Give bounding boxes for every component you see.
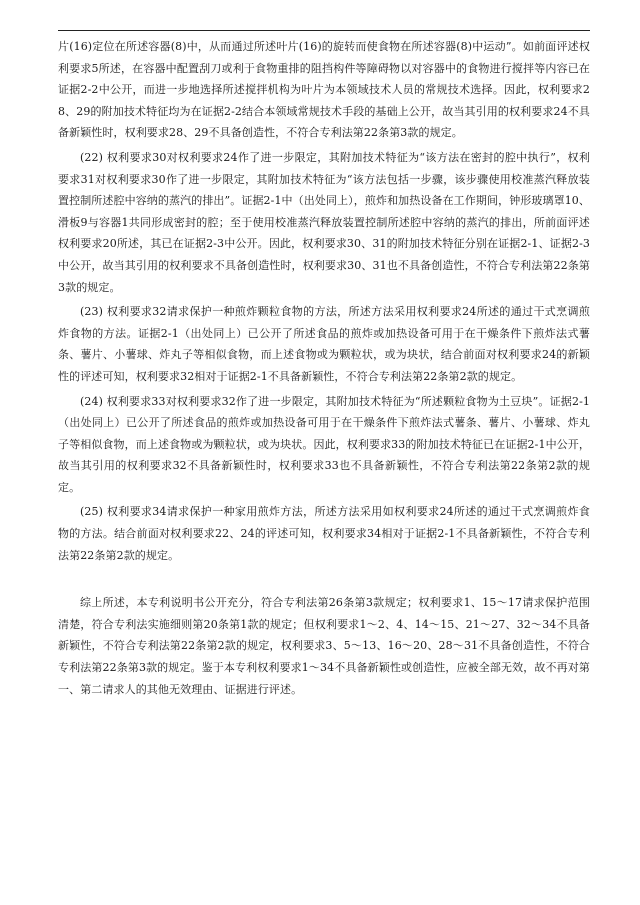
paragraph-24: (24) 权利要求33对权利要求32作了进一步限定，其附加技术特征为“所述颗粒食物为土豆块”。证据2-1（出处同上）已公开了所述食品的煎炸或加热设备可用于在干燥条件下煎炸法式薯条、薯片、小薯球、炸丸子等相似食物，而上述食物或为颗粒状，或为块状。因此，权利要求33的附加技术特征已在证据2-1中公开，故当其引用的权利要求32不具备新颖性时，权利要求33也不具备新颖性，不符合专利法第22条第2款的规定。 bbox=[58, 394, 590, 494]
paragraph-22: (22) 权利要求30对权利要求24作了进一步限定，其附加技术特征为“该方法在密封的腔中执行”，权利要求31对权利要求30作了进一步限定，其附加技术特征为“该方法包括一步骤，该步骤使用校准蒸汽释放装置控制所述腔中容纳的蒸汽的排出”。证据2-1中（出处同上），煎炸和加热设备在工作期间，钟形玻璃罩10、滑板9与容器1共同形成密封的腔；至于使用校准蒸汽释放装置控制所述腔中容纳的蒸汽的排出，所前面评述权利要求20所述，其已在证据2-3中公开。因此，权利要求30、31的附加技术特征分别在证据2-1、证据2-3中公开，故当其引用的权利要求不具备创造性时，权利要求30、31也不具备创造性，不符合专利法第22条第3款的规定。 bbox=[58, 150, 590, 294]
document-page bbox=[58, 36, 590, 700]
paragraph-23: (23) 权利要求32请求保护一种煎炸颗粒食物的方法，所述方法采用权利要求24所述的通过干式烹调煎炸食物的方法。证据2-1（出处同上）已公开了所述食品的煎炸或加热设备可用于在干燥条件下煎炸法式薯条、薯片、小薯球、炸丸子等相似食物，而上述食物或为颗粒状，或为块状，结合前面对权利要求24的新颖性的评述可知，权利要求32相对于证据2-1不具备新颖性，不符合专利法第22条第2款的规定。 bbox=[58, 305, 590, 383]
paragraph-continued: 片(16)定位在所述容器(8)中，从而通过所述叶片(16)的旋转而使食物在所述容器(8)中运动”。如前面评述权利要求5所述，在容器中配置刮刀或利于食物重排的阻挡构件等障碍物以对容器中的食物进行搅拌等内容已在证据2-2中公开，而进一步地选择所述搅拌机构为叶片为本领域技术人员的常规技术选择。因此，权利要求28、29的附加技术特征均为在证据2-2结合本领域常规技术手段的基础上公开，故当其引用的权利要求24不具备新颖性时，权利要求28、29不具备创造性，不符合专利法第22条第3款的规定。 bbox=[58, 40, 590, 140]
paragraph-25: (25) 权利要求34请求保护一种家用煎炸方法，所述方法采用如权利要求24所述的通过干式烹调煎炸食物的方法。结合前面对权利要求22、24的评述可知，权利要求34相对于证据2-1不具备新颖性，不符合专利法第22条第2款的规定。 bbox=[58, 505, 590, 562]
paragraph-conclusion: 综上所述，本专利说明书公开充分，符合专利法第26条第3款规定；权利要求1、15～17请求保护范围清楚，符合专利法实施细则第20条第1款的规定；但权利要求1～2、4、14～15、21～27、32～34不具备新颖性，不符合专利法第22条第2款的规定，权利要求3、5～13、16～20、28～31不具备创造性，不符合专利法第22条第3款的规定。鉴于本专利权利要求1～34不具备新颖性或创造性，应被全部无效，故不再对第一、第二请求人的其他无效理由、证据进行评述。 bbox=[58, 596, 590, 696]
header-rule bbox=[58, 30, 590, 31]
